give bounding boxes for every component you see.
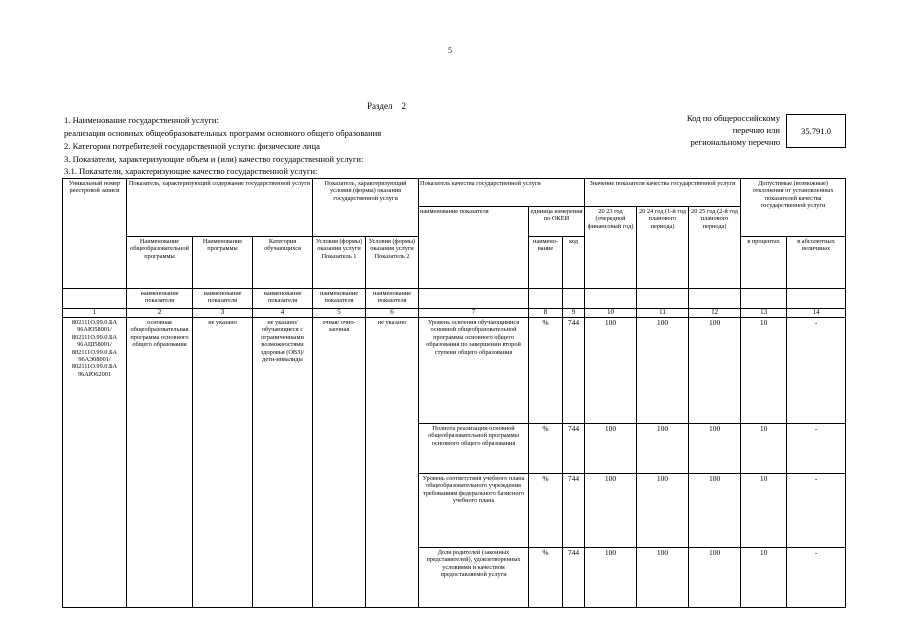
header-unique-number: Уникальный номер реестровой записи [63, 179, 127, 289]
indicator-name-row [63, 289, 846, 309]
value-2025-cell: 100 [689, 318, 741, 424]
consumer-category: 2. Категории потребителей государственной услуги: физические лица [64, 141, 320, 151]
header-quality-indicator: Показатель качества государственной услуги [419, 179, 585, 207]
header-indicator-value: Значение показателя качества государственной услуги [585, 179, 741, 207]
column-number: 9 [563, 309, 585, 318]
indicator-name-label: наименование показателя [253, 289, 313, 309]
registry-record-number: 802111О.99.0.БА 96АЮ58001/ 802111О.99.0.БА 96АШ58001/ 802111О.99.0.БА 96АЭ08001/ 802111О.99.0.БА 96АЮ62001 [63, 318, 127, 608]
header-year-2024: 20 24 год (1-й год планового периода) [637, 207, 689, 289]
deviation-absolute-cell: - [787, 424, 846, 474]
program-name-cell: не указано [193, 318, 253, 608]
value-2023-cell: 100 [585, 474, 637, 548]
value-2024-cell: 100 [637, 548, 689, 608]
service-name-value: реализация основных общеобразовательных программ основного общего образования [64, 128, 382, 138]
deviation-percent-cell: 10 [741, 318, 787, 424]
registry-code-box [786, 114, 846, 148]
column-number: 2 [127, 309, 193, 318]
code-label-2: перечню или [732, 125, 780, 135]
unit-name-cell: % [529, 424, 563, 474]
header-sub-condition-1: Условия (формы) оказания услуги Показатель 1 [313, 237, 366, 289]
empty-cell [63, 289, 127, 309]
empty-cell [689, 289, 741, 309]
code-label-3: региональному перечню [690, 137, 780, 147]
column-number: 1 [63, 309, 127, 318]
value-2025-cell: 100 [689, 424, 741, 474]
indicator-name-label: наименование показателя [313, 289, 366, 309]
header-content-indicator: Показатель, характеризующий содержание государственной услуги [127, 179, 313, 237]
header-year-2025: 20 25 год (2-й год планового периода) [689, 207, 741, 289]
header-conditions-indicator: Показатель, характеризующий условия (формы) оказания государственной услуги [313, 179, 419, 237]
unit-name-cell: % [529, 318, 563, 424]
value-2023-cell: 100 [585, 318, 637, 424]
header-deviation: Допустимые (возможные) отклонения от установленных показателей качества государственной услуги [741, 179, 846, 237]
deviation-absolute-cell: - [787, 548, 846, 608]
header-year-2023: 20 23 год (очередной финансовый год) [585, 207, 637, 289]
indicator-name-label: наименование показателя [193, 289, 253, 309]
unit-code-cell: 744 [563, 424, 585, 474]
header-unit-name: наимено-вание [529, 237, 563, 289]
empty-cell [741, 289, 787, 309]
empty-cell [563, 289, 585, 309]
column-number: 13 [741, 309, 787, 318]
program-cell: основная общеобразовательная программа основного общего образования [127, 318, 193, 608]
header-percent: в процентах [741, 237, 787, 289]
value-2024-cell: 100 [637, 318, 689, 424]
header-absolute: в абсолютных величинах [787, 237, 846, 289]
category-cell: не указано/ обучающиеся с ограниченными возможностями здоровья (ОВЗ)/дети-инвалиды [253, 318, 313, 608]
section-title [367, 101, 406, 111]
column-number: 3 [193, 309, 253, 318]
empty-cell [787, 289, 846, 309]
quality-indicators-table [62, 178, 846, 608]
deviation-percent-cell: 10 [741, 424, 787, 474]
value-2025-cell: 100 [689, 474, 741, 548]
empty-cell [637, 289, 689, 309]
header-indicator-name: наименование показателя [419, 207, 529, 289]
indicator-name-label: наименование показателя [127, 289, 193, 309]
table-row [63, 318, 846, 424]
column-number: 10 [585, 309, 637, 318]
empty-cell [585, 289, 637, 309]
empty-cell [419, 289, 529, 309]
value-2023-cell: 100 [585, 548, 637, 608]
column-number: 7 [419, 309, 529, 318]
deviation-percent-cell: 10 [741, 474, 787, 548]
column-number: 5 [313, 309, 366, 318]
form-cell: очная/ очно-заочная [313, 318, 366, 608]
column-number: 12 [689, 309, 741, 318]
deviation-percent-cell: 10 [741, 548, 787, 608]
section-label: Раздел [367, 101, 393, 111]
quality-indicators-heading: 3.1. Показатели, характеризующие качество государственной услуги: [64, 166, 318, 176]
deviation-absolute-cell: - [787, 474, 846, 548]
column-number: 14 [787, 309, 846, 318]
unit-name-cell: % [529, 548, 563, 608]
header-row-1 [63, 179, 846, 207]
code-labels [687, 112, 780, 148]
unit-code-cell: 744 [563, 474, 585, 548]
column-number: 8 [529, 309, 563, 318]
unit-name-cell: % [529, 474, 563, 548]
indicator-name-label: наименование показателя [366, 289, 419, 309]
column-number: 6 [366, 309, 419, 318]
header-sub-program-name: Наименование программы [193, 237, 253, 289]
condition-2-cell: не указано [366, 318, 419, 608]
quality-indicator-name: Уровень соответствия учебного плана общеобразовательного учреждения требованиям федерального базисного учебного плана [419, 474, 529, 548]
service-name-label: 1. Наименование государственной услуги: [64, 115, 219, 125]
header-unit-code: код [563, 237, 585, 289]
header-okei-unit: единица измерения по ОКЕИ [529, 207, 585, 237]
deviation-absolute-cell: - [787, 318, 846, 424]
unit-code-cell: 744 [563, 318, 585, 424]
empty-cell [529, 289, 563, 309]
registry-code: 35.791.0 [800, 126, 832, 136]
code-label-1: Код по общероссийскому [686, 113, 780, 123]
quality-indicator-name: Уровень освоения обучающимися основной общеобразовательной программы основного общего образования по завершении второй ступени общего образования [419, 318, 529, 424]
column-number-row [63, 309, 846, 318]
page-number: 5 [448, 46, 452, 55]
header-sub-program: Наименование общеобразовательной программы [127, 237, 193, 289]
value-2024-cell: 100 [637, 424, 689, 474]
quality-indicator-name: Доля родителей (законных представителей), удовлетворенных условиями и качеством предоставляемой услуги [419, 548, 529, 608]
column-number: 4 [253, 309, 313, 318]
header-sub-category: Категория обучающихся [253, 237, 313, 289]
unit-code-cell: 744 [563, 548, 585, 608]
value-2024-cell: 100 [637, 474, 689, 548]
quality-indicator-name: Полнота реализации основной общеобразовательной программы основного общего образования [419, 424, 529, 474]
section-number: 2 [401, 101, 406, 111]
indicators-heading: 3. Показатели, характеризующие объем и (или) качество государственной услуги: [64, 154, 364, 164]
value-2025-cell: 100 [689, 548, 741, 608]
value-2023-cell: 100 [585, 424, 637, 474]
column-number: 11 [637, 309, 689, 318]
header-sub-condition-2: Условия (формы) оказания услуги Показатель 2 [366, 237, 419, 289]
